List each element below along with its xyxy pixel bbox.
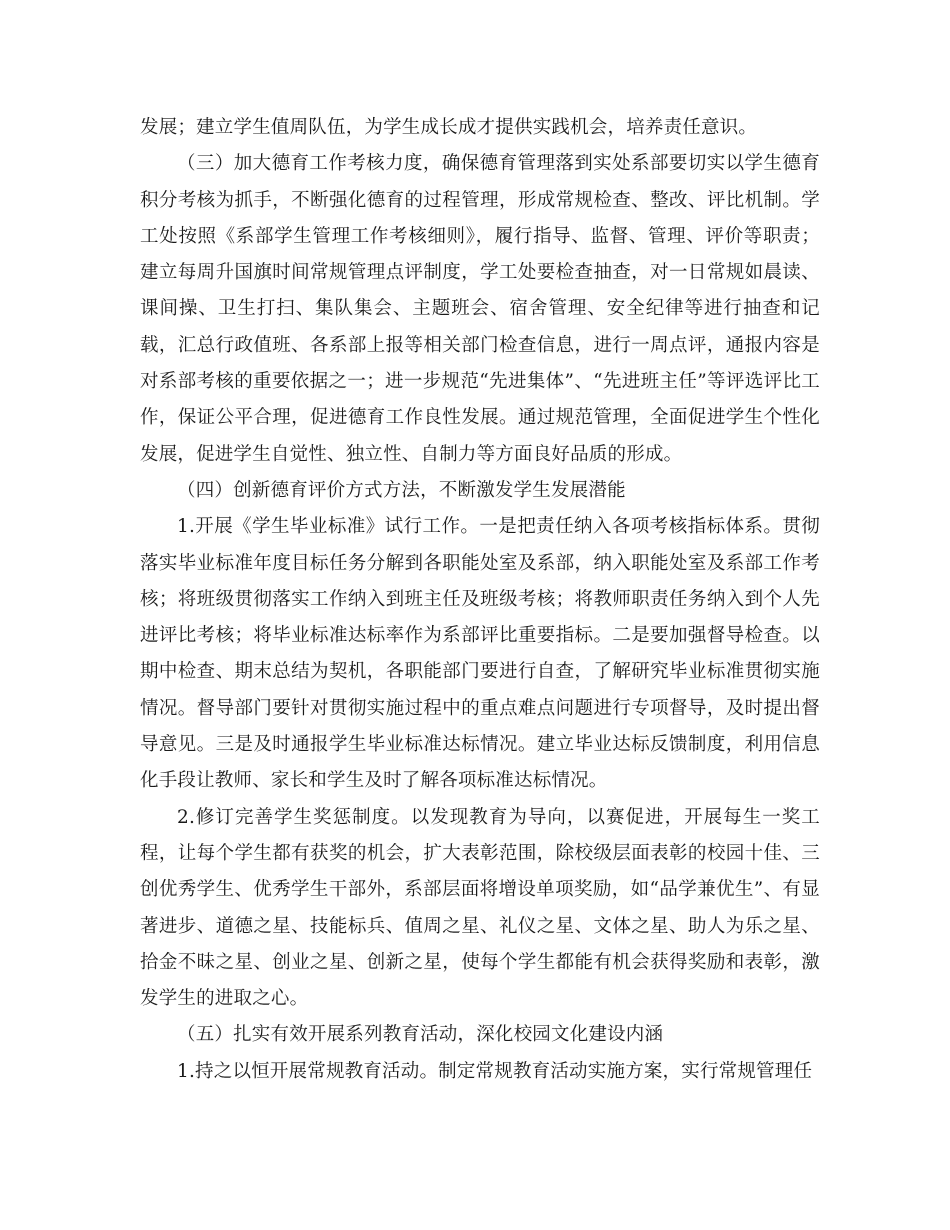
paragraph-continuation: 发展；建立学生值周队伍，为学生成长成才提供实践机会，培养责任意识。 (140, 117, 758, 138)
paragraph-item-routine-education: 1.持之以恒开展常规教育活动。制定常规教育活动实施方案，实行常规管理任 (177, 1060, 813, 1082)
heading-section-five: （五）扎实有效开展系列教育活动，深化校园文化建设内涵 (177, 1024, 664, 1046)
paragraph-item-graduation-standard: 1.开展《学生毕业标准》试行工作。一是把责任纳入各项考核指标体系。贯彻落实毕业标准年度目标任务分解到各职能处室及系部，纳入职能处室及系部工作考核；将班级贯彻落实工作纳入到班主任及班级考核；将教师职责任务纳入到个人先进评比考核；将毕业标准达标率作为系部评比重要指标。二是要加强督导检查。以期中检查、期末总结为契机，各职能部门要进行自查，了解研究毕业标准贯彻实施情况。督导部门要针对贯彻实施过程中的重点难点问题进行专项督导，及时提出督导意见。三是及时通报学生毕业标准达标情况。建立毕业达标反馈制度，利用信息化手段让教师、家长和学生及时了解各项标准达标情况。 (140, 516, 820, 792)
document-body (140, 110, 820, 1090)
heading-section-four: （四）创新德育评价方式方法，不断激发学生发展潜能 (177, 479, 626, 501)
paragraph-section-three: （三）加大德育工作考核力度，确保德育管理落到实处系部要切实以学生德育积分考核为抓手，不断强化德育的过程管理，形成常规检查、整改、评比机制。学工处按照《系部学生管理工作考核细则》，履行指导、监督、管理、评价等职责；建立每周升国旗时间常规管理点评制度，学工处要检查抽查，对一日常规如晨读、课间操、卫生打扫、集队集会、主题班会、宿舍管理、安全纪律等进行抽查和记载，汇总行政值班、各系部上报等相关部门检查信息，进行一周点评，通报内容是对系部考核的重要依据之一；进一步规范“先进集体”、“先进班主任”等评选评比工作，保证公平合理，促进德育工作良性发展。通过规范管理，全面促进学生个性化发展，促进学生自觉性、独立性、自制力等方面良好品质的形成。 (140, 153, 820, 465)
paragraph-item-reward-system: 2.修订完善学生奖惩制度。以发现教育为导向，以赛促进，开展每生一奖工程，让每个学生都有获奖的机会，扩大表彰范围，除校级层面表彰的校园十佳、三创优秀学生、优秀学生干部外，系部层面将增设单项奖励，如“品学兼优生”、有显著进步、道德之星、技能标兵、值周之星、礼仪之星、文体之星、助人为乐之星、拾金不昧之星、创业之星、创新之星，使每个学生都能有机会获得奖励和表彰，激发学生的进取之心。 (140, 806, 820, 1010)
